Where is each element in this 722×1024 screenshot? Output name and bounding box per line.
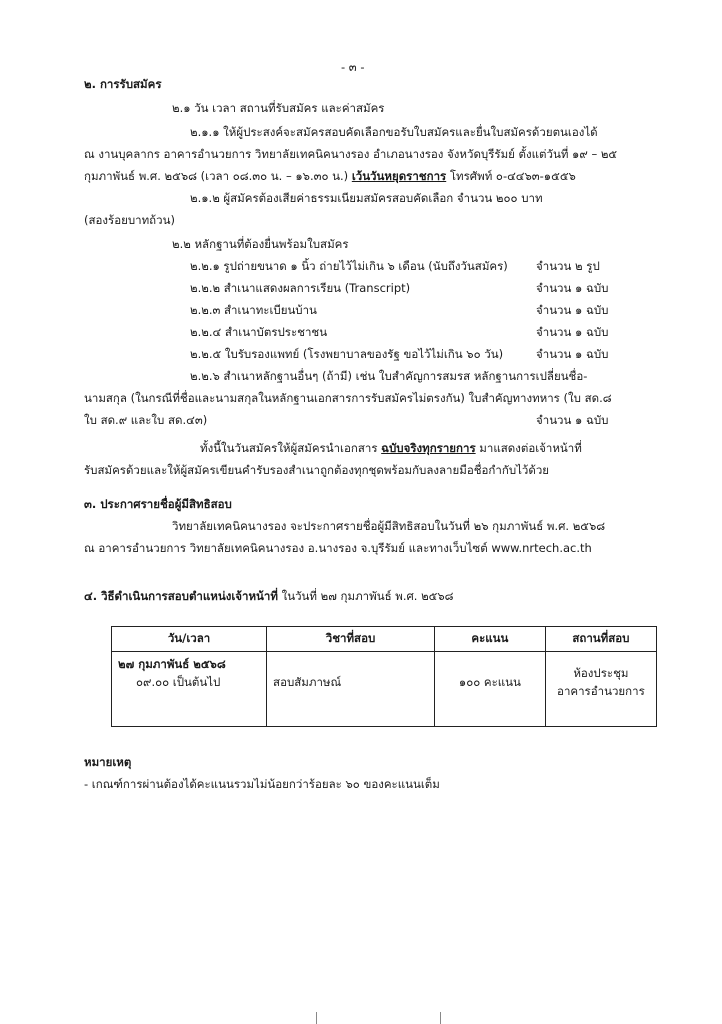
header-score: คะแนน: [435, 627, 546, 652]
doc-item-2: ๒.๒.๒ สำเนาแสดงผลการเรียน (Transcript): [190, 281, 411, 295]
doc-qty-1: จำนวน ๒ รูป: [536, 259, 600, 273]
section-3-line2: ณ อาคารอำนวยการ วิทยาลัยเทคนิคนางรอง อ.นางรอง จ.บุรีรัมย์ และทางเว็บไซต์ www.nrtech.ac.th: [84, 541, 592, 555]
header-subject: วิชาที่สอบ: [267, 627, 435, 652]
section-3-heading: ๓. ประกาศรายชื่อผู้มีสิทธิสอบ: [84, 497, 232, 511]
page-edge-marks: [0, 1012, 722, 1024]
section-2-1-1-line1: ๒.๑.๑ ให้ผู้ประสงค์จะสมัครสอบคัดเลือกขอรับใบสมัครและยื่นใบสมัครด้วยตนเองได้: [190, 125, 598, 139]
doc-item-4: ๒.๒.๔ สำเนาบัตรประชาชน: [190, 325, 328, 339]
doc-qty-6: จำนวน ๑ ฉบับ: [536, 413, 609, 427]
exam-schedule-table: [111, 626, 657, 727]
all-originals-text: ฉบับจริงทุกรายการ: [381, 441, 476, 455]
exam-time: ๐๙.๐๐ เป็นต้นไป: [136, 675, 221, 689]
doc-item-5: ๒.๒.๕ ใบรับรองแพทย์ (โรงพยาบาลของรัฐ ขอไว้ไม่เกิน ๖๐ วัน): [190, 347, 504, 361]
office-hours-text: กุมภาพันธ์ พ.ศ. ๒๕๖๘ (เวลา ๐๘.๓๐ น. – ๑๖.๓๐ น.): [84, 169, 352, 183]
doc-qty-2: จำนวน ๑ ฉบับ: [536, 281, 609, 295]
remarks-heading: หมายเหตุ: [84, 755, 132, 769]
note-text-c: มาแสดงต่อเจ้าหน้าที่: [475, 441, 582, 455]
doc-qty-5: จำนวน ๑ ฉบับ: [536, 347, 609, 361]
cell-subject: [267, 652, 435, 727]
doc-qty-3: จำนวน ๑ ฉบับ: [536, 303, 609, 317]
table-row: [112, 652, 657, 727]
doc-item-1: ๒.๒.๑ รูปถ่ายขนาด ๑ นิ้ว ถ่ายไว้ไม่เกิน ๖ เดือน (นับถึงวันสมัคร): [190, 259, 508, 273]
header-venue: สถานที่สอบ: [545, 627, 656, 652]
phone-text: โทรศัพท์ ๐-๔๔๖๓-๑๕๕๖: [446, 169, 576, 183]
edge-mark: [440, 1012, 441, 1024]
section-2-1-2-line1: ๒.๑.๒ ผู้สมัครต้องเสียค่าธรรมเนียมสมัครสอบคัดเลือก จำนวน ๒๐๐ บาท: [190, 191, 543, 205]
section-4-date: ในวันที่ ๒๗ กุมภาพันธ์ พ.ศ. ๒๕๖๘: [277, 589, 454, 603]
section-2-1-1-line2: ณ งานบุคลากร อาคารอำนวยการ วิทยาลัยเทคนิคนางรอง อำเภอนางรอง จังหวัดบุรีรัมย์ ตั้งแต่วันที่ ๑๙ – ๒๕: [84, 147, 618, 161]
doc-item-3: ๒.๒.๓ สำเนาทะเบียนบ้าน: [190, 303, 317, 317]
section-2-1-1-line3: [84, 168, 576, 184]
page-number: - ๓ -: [341, 60, 365, 74]
section-2-2-title: ๒.๒ หลักฐานที่ต้องยื่นพร้อมใบสมัคร: [172, 237, 349, 251]
venue-line1: ห้องประชุม: [573, 666, 629, 680]
doc-item-6-line2: นามสกุล (ในกรณีที่ชื่อและนามสกุลในหลักฐานเอกสารการรับสมัครไม่ตรงกัน) ใบสำคัญทางทหาร (ใบ สด.๘: [84, 391, 612, 405]
edge-mark: [316, 1012, 317, 1024]
venue-line2: อาคารอำนวยการ: [557, 684, 645, 698]
cell-date-time: [112, 652, 267, 727]
remarks-line1: - เกณฑ์การผ่านต้องได้คะแนนรวมไม่น้อยกว่าร้อยละ ๖๐ ของคะแนนเต็ม: [84, 777, 440, 791]
doc-item-6-line1: ๒.๒.๖ สำเนาหลักฐานอื่นๆ (ถ้ามี) เช่น ใบสำคัญการสมรส หลักฐานการเปลี่ยนชื่อ-: [190, 369, 588, 383]
exam-date: ๒๗ กุมภาพันธ์ ๒๕๖๘: [118, 657, 226, 671]
section-2-heading: ๒. การรับสมัคร: [84, 77, 162, 91]
note-text-a: ทั้งนี้ในวันสมัครให้ผู้สมัครนำเอกสาร: [200, 441, 382, 455]
doc-item-6-line3: ใบ สด.๙ และใบ สด.๔๓): [84, 413, 208, 427]
section-2-1-2-line2: (สองร้อยบาทถ้วน): [84, 213, 175, 227]
cell-venue: [545, 652, 656, 727]
original-documents-note-line1: [200, 440, 582, 456]
table-header-row: [112, 627, 657, 652]
cell-score: [435, 652, 546, 727]
original-documents-note-line2: รับสมัครด้วยและให้ผู้สมัครเขียนคำรับรองสำเนาถูกต้องทุกชุดพร้อมกับลงลายมือชื่อกำกับไว้ด้วย: [84, 463, 550, 477]
header-date-time: วัน/เวลา: [112, 627, 267, 652]
section-3-line1: วิทยาลัยเทคนิคนางรอง จะประกาศรายชื่อผู้มีสิทธิสอบในวันที่ ๒๖ กุมภาพันธ์ พ.ศ. ๒๕๖๘: [172, 519, 606, 533]
section-4-heading: [84, 588, 454, 604]
section-4-title: ๔. วิธีดำเนินการสอบตำแหน่งเจ้าหน้าที่: [84, 589, 278, 603]
section-2-1-title: ๒.๑ วัน เวลา สถานที่รับสมัคร และค่าสมัคร: [172, 101, 385, 115]
except-holidays-text: เว้นวันหยุดราชการ: [351, 169, 447, 183]
exam-score: ๑๐๐ คะแนน: [458, 675, 521, 689]
exam-subject: สอบสัมภาษณ์: [273, 675, 342, 689]
doc-qty-4: จำนวน ๑ ฉบับ: [536, 325, 609, 339]
